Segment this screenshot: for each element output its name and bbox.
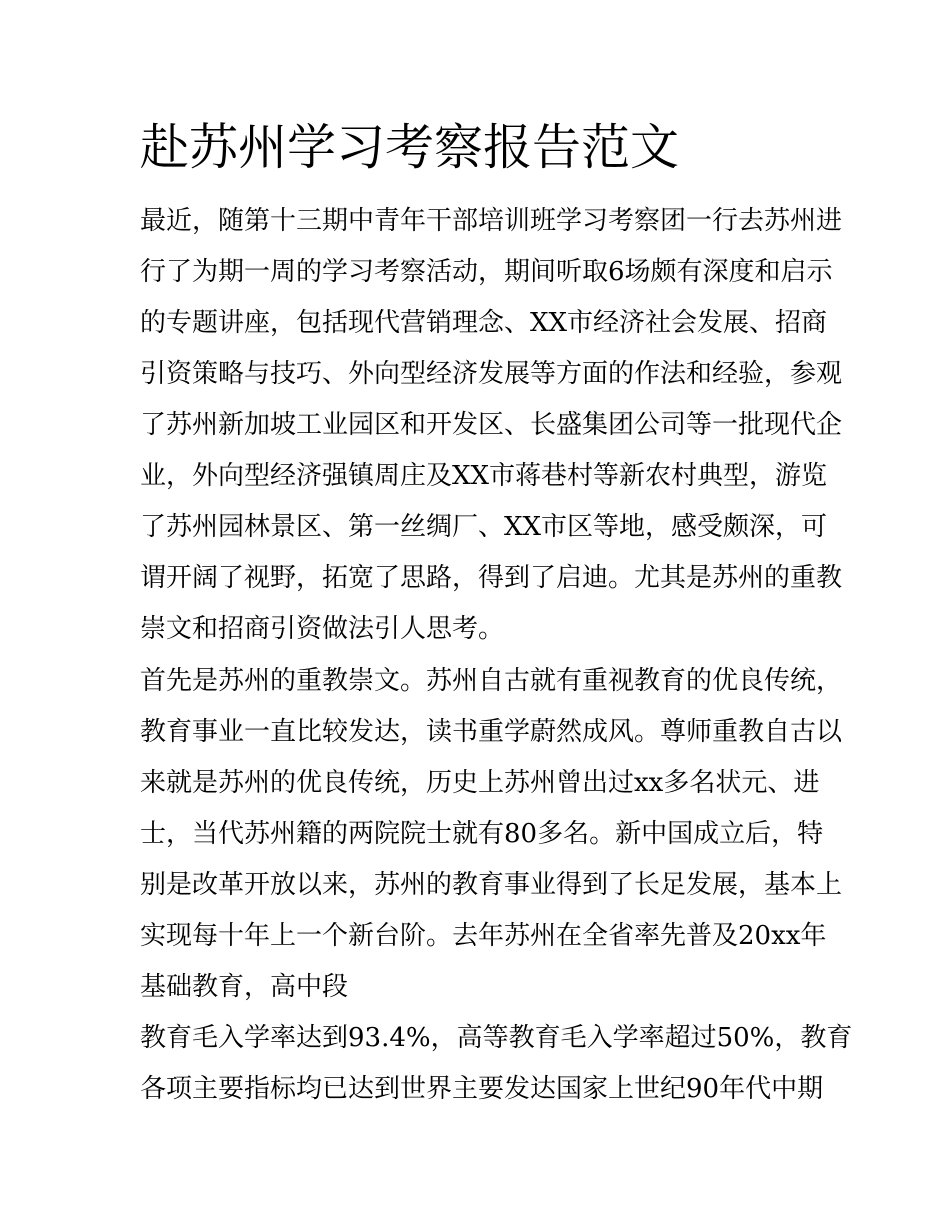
text-line: 引资策略与技巧、外向型经济发展等方面的作法和经验，参观 bbox=[140, 359, 843, 389]
text-line: 教育事业一直比较发达，读书重学蔚然成风。尊师重教自古以 bbox=[140, 717, 843, 747]
text-line: 的专题讲座，包括现代营销理念、XX市经济社会发展、招商 bbox=[140, 308, 828, 338]
document-title: 赴苏州学习考察报告范文 bbox=[140, 119, 680, 176]
text-line: 各项主要指标均已达到世界主要发达国家上世纪90年代中期 bbox=[140, 1074, 824, 1104]
text-line: 士，当代苏州籍的两院院士就有80多名。新中国成立后，特 bbox=[140, 819, 824, 849]
text-line: 业，外向型经济强镇周庄及XX市蒋巷村等新农村典型，游览 bbox=[140, 461, 828, 491]
paragraph-enrollment bbox=[140, 1013, 853, 1115]
text-line: 实现每十年上一个新台阶。去年苏州在全省率先普及20xx年 bbox=[140, 921, 827, 951]
text-line: 最近，随第十三期中青年干部培训班学习考察团一行去苏州进 bbox=[140, 206, 843, 236]
text-line: 行了为期一周的学习考察活动，期间听取6场颇有深度和启示 bbox=[140, 257, 833, 287]
text-line: 来就是苏州的优良传统，历史上苏州曾出过xx多名状元、进 bbox=[140, 768, 820, 798]
text-line: 别是改革开放以来，苏州的教育事业得到了长足发展，基本上 bbox=[140, 870, 843, 900]
text-line: 谓开阔了视野，拓宽了思路，得到了启迪。尤其是苏州的重教 bbox=[140, 563, 843, 593]
paragraph-intro bbox=[140, 196, 843, 655]
text-line: 教育毛入学率达到93.4%，高等教育毛入学率超过50%，教育 bbox=[140, 1023, 853, 1053]
text-line: 首先是苏州的重教崇文。苏州自古就有重视教育的优良传统， bbox=[140, 666, 843, 696]
text-line: 了苏州园林景区、第一丝绸厂、XX市区等地，感受颇深，可 bbox=[140, 512, 828, 542]
paragraph-education bbox=[140, 656, 843, 1013]
text-line: 了苏州新加坡工业园区和开发区、长盛集团公司等一批现代企 bbox=[140, 410, 843, 440]
text-line: 崇文和招商引资做法引人思考。 bbox=[140, 614, 505, 644]
text-line: 基础教育，高中段 bbox=[140, 972, 349, 1002]
